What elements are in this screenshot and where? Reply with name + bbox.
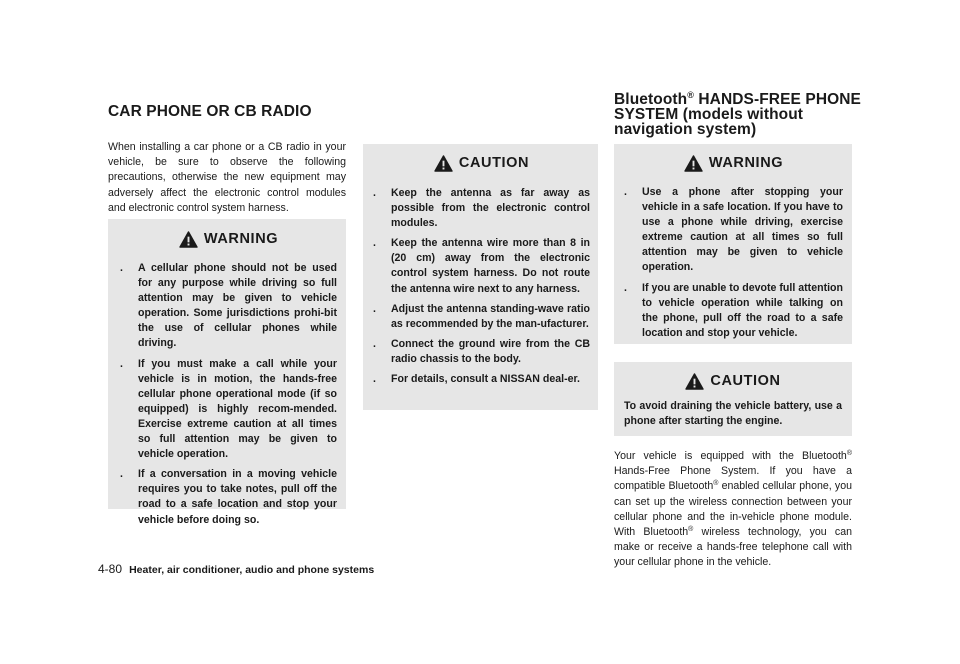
list-item: . Keep the antenna as far away as possible from the electronic control modules.: [373, 187, 590, 230]
car-phone-intro: When installing a car phone or a CB radio in your vehicle, be sure to observe the following precautions, otherwise the new equipment may adversely affect the electronic control modules and electronic control system harness.: [108, 141, 346, 214]
page-number: 4-80: [98, 562, 123, 576]
bullet: .: [373, 337, 376, 350]
right-warning-list: [624, 185, 843, 341]
left-warning-title-row: [120, 229, 337, 249]
car-phone-heading: CAR PHONE OR CB RADIO: [108, 103, 312, 120]
warning-triangle-icon: [684, 155, 703, 172]
bluetooth-heading: Bluetooth® HANDS-FREE PHONE SYSTEM (models without navigation system): [614, 90, 861, 138]
right-warning-title: WARNING: [708, 155, 784, 171]
left-warning-box: [108, 219, 346, 526]
right-caution-text: To avoid draining the vehicle battery, use a phone after starting the engine.: [624, 400, 842, 428]
middle-caution-title-row: [373, 153, 590, 173]
middle-caution-box: [363, 144, 598, 410]
right-caution-title: CAUTION: [710, 373, 781, 389]
middle-caution-title: CAUTION: [458, 155, 530, 171]
bullet: .: [373, 187, 376, 199]
list-item: . Adjust the antenna standing-wave ratio as recommended by the man-ufacturer.: [373, 302, 590, 330]
bullet: .: [624, 281, 627, 294]
left-warning-title: WARNING: [203, 231, 279, 247]
section-title: Heater, air conditioner, audio and phone systems: [129, 564, 375, 576]
list-item: . If you must make a call while your vehicle is in motion, the hands-free cellular phone operational mode (if so equipped) is highly recom-mended. Exercise extreme caution at all times so full attention may be given to vehicle operation.: [120, 357, 337, 461]
bullet: .: [373, 302, 376, 315]
page-footer: [98, 562, 374, 576]
bluetooth-body: Your vehicle is equipped with the Bluetooth® Hands-Free Phone System. If you have a compatible Bluetooth® enabled cellular phone, you can set up the wireless connection between your cellular phone and the in-vehicle phone module. With Bluetooth® wireless technology, you can make or receive a hands-free telephone call with your cellular phone in the vehicle.: [614, 450, 852, 569]
left-warning-list: [120, 261, 337, 528]
list-item: . If you are unable to devote full attention to vehicle operation while talking on the phone, pull off the road to a safe location and stop your vehicle.: [624, 281, 843, 339]
right-warning-box: [614, 144, 852, 344]
right-caution-title-row: [614, 371, 852, 391]
bullet: .: [120, 262, 123, 274]
bullet: .: [373, 237, 376, 250]
list-item: . For details, consult a NISSAN deal-er.: [373, 372, 590, 387]
bullet: .: [120, 468, 123, 481]
bullet: .: [624, 186, 627, 198]
right-warning-title-row: [624, 153, 843, 173]
list-item: . Use a phone after stopping your vehicle in a safe location. If you have to use a phone while driving, exercise extreme caution at all times so full attention may be given to vehicle operation.: [624, 186, 843, 274]
list-item: . A cellular phone should not be used for any purpose while driving so full attention may be given to vehicle operation. Some jurisdictions prohi-bit the use of cellular phones while driving.: [120, 262, 337, 350]
list-item: . Keep the antenna wire more than 8 in (20 cm) away from the electronic control system harness. Do not route the antenna wire next to any harness.: [373, 237, 590, 295]
caution-triangle-icon: [685, 373, 704, 390]
registered-mark: ®: [687, 90, 694, 100]
bullet: .: [120, 357, 123, 370]
right-caution-box: [614, 362, 852, 436]
list-item: . If a conversation in a moving vehicle requires you to take notes, pull off the road to a safe location and stop your vehicle before doing so.: [120, 468, 337, 526]
middle-caution-list: [373, 186, 590, 387]
warning-triangle-icon: [179, 231, 198, 248]
list-item: . Connect the ground wire from the CB radio chassis to the body.: [373, 337, 590, 365]
bullet: .: [373, 373, 376, 386]
caution-triangle-icon: [434, 155, 453, 172]
